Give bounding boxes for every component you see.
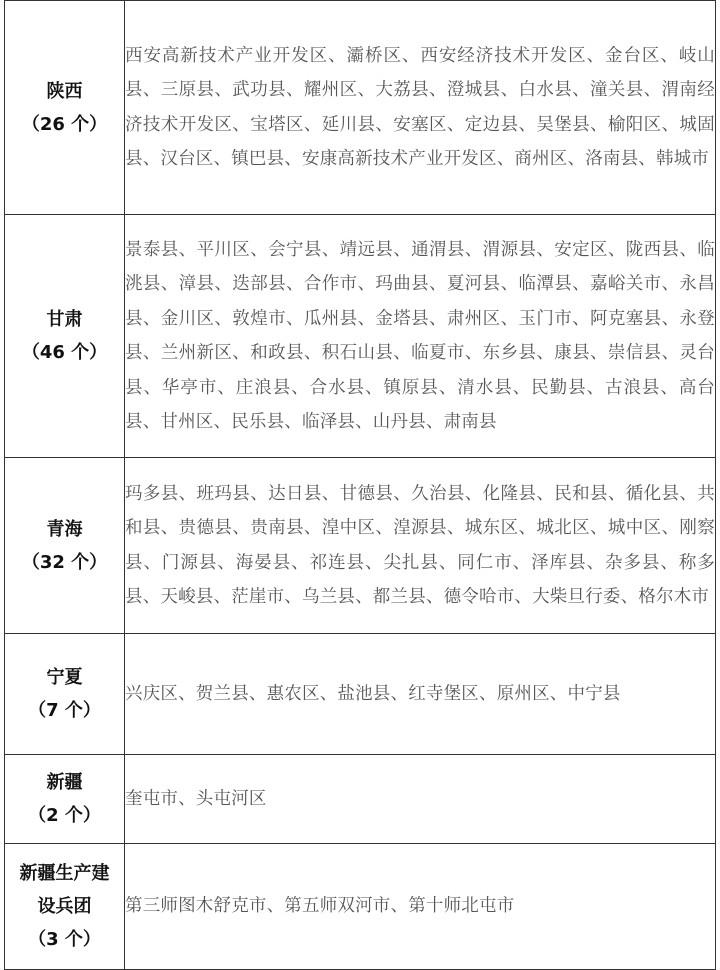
province-cell [5, 844, 125, 970]
table-row-bingtuan [5, 844, 716, 970]
table-row-gansu [5, 215, 716, 458]
province-count: （46 个） [21, 342, 108, 363]
province-name: 甘肃 [46, 309, 83, 330]
county-list: 西安高新技术产业开发区、灞桥区、西安经济技术开发区、金台区、岐山县、三原县、武功县、耀州区、大荔县、澄城县、白水县、潼关县、渭南经济技术开发区、宝塔区、延川县、安塞区、定边县、吴堡县、榆阳区、城固县、汉台区、镇巴县、安康高新技术产业开发区、商州区、洛南县、韩城市 [125, 1, 716, 215]
county-list: 景泰县、平川区、会宁县、靖远县、通渭县、渭源县、安定区、陇西县、临洮县、漳县、迭部县、合作市、玛曲县、夏河县、临潭县、嘉峪关市、永昌县、金川区、敦煌市、瓜州县、金塔县、肃州区、玉门市、阿克塞县、永登县、兰州新区、和政县、积石山县、临夏市、东乡县、康县、崇信县、灵台县、华亭市、庄浪县、合水县、镇原县、清水县、民勤县、古浪县、高台县、甘州区、民乐县、临泽县、山丹县、肃南县 [125, 215, 716, 458]
province-count: （26 个） [21, 113, 108, 135]
table-row-xinjiang [5, 755, 716, 844]
table-row-qinghai [5, 458, 716, 634]
province-cell [5, 215, 125, 458]
county-list: 奎屯市、头屯河区 [125, 755, 716, 844]
table-row-shaanxi [5, 1, 716, 215]
province-cell [5, 458, 125, 634]
county-list: 玛多县、班玛县、达日县、甘德县、久治县、化隆县、民和县、循化县、共和县、贵德县、贵南县、湟中区、湟源县、城东区、城北区、城中区、刚察县、门源县、海晏县、祁连县、尖扎县、同仁市、泽库县、杂多县、称多县、天峻县、茫崖市、乌兰县、都兰县、德令哈市、大柴旦行委、格尔木市 [125, 458, 716, 634]
province-cell [5, 755, 125, 844]
province-count: （32 个） [21, 551, 108, 573]
regions-table [4, 0, 716, 970]
county-list: 第三师图木舒克市、第五师双河市、第十师北屯市 [125, 844, 716, 970]
province-name: 新疆 [46, 772, 83, 793]
province-cell [5, 1, 125, 215]
province-name: 宁夏 [46, 667, 83, 688]
province-name: 陕西 [46, 80, 83, 102]
province-count: （3 个） [28, 929, 101, 950]
table-row-ningxia [5, 634, 716, 755]
province-name-line2: 设兵团 [37, 896, 92, 917]
county-list: 兴庆区、贺兰县、惠农区、盐池县、红寺堡区、原州区、中宁县 [125, 634, 716, 755]
province-name-line1: 新疆生产建 [19, 863, 110, 884]
province-name: 青海 [46, 518, 83, 540]
province-count: （7 个） [28, 700, 101, 721]
province-cell [5, 634, 125, 755]
province-count: （2 个） [28, 805, 101, 826]
